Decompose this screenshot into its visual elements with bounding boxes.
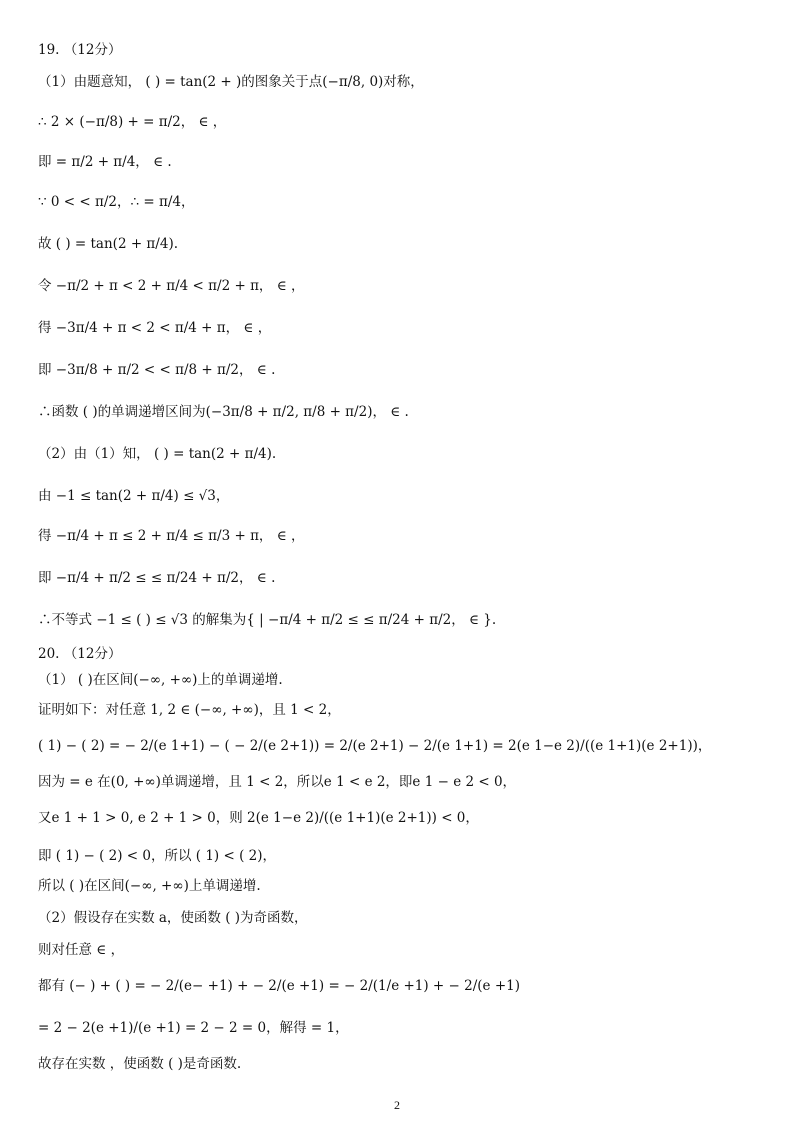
solution-line: 都有 (− ) + ( ) = − 2/(e− +1) + − 2/(e +1) = − 2/(1/e +1) + − 2/(e +1) bbox=[38, 978, 520, 994]
solution-line: 得 −π/4 + π ≤ 2 + π/4 ≤ π/3 + π， ∈ ， bbox=[38, 528, 305, 544]
solution-line: 则对任意 ∈ ， bbox=[38, 942, 125, 958]
problem-19-heading: 19. （12分） bbox=[38, 42, 122, 58]
problem-20-heading: 20. （12分） bbox=[38, 646, 122, 662]
solution-line: 因为 = e 在(0, +∞)单调递增，且 1 < 2，所以e 1 < e 2，即e 1 − e 2 < 0， bbox=[38, 774, 517, 790]
solution-line: （1）由题意知， ( ) = tan(2 + )的图象关于点(−π/8, 0)对称， bbox=[38, 74, 424, 90]
solution-line: ∴ 2 × (−π/8) + = π/2， ∈ ， bbox=[38, 114, 227, 130]
solution-line: （1） ( )在区间(−∞, +∞)上的单调递增. bbox=[38, 672, 283, 688]
solution-line: 即 −3π/8 + π/2 < < π/8 + π/2， ∈ . bbox=[38, 362, 276, 378]
solution-line: 即 = π/2 + π/4， ∈ . bbox=[38, 154, 172, 170]
solution-line: ∴函数 ( )的单调递增区间为(−3π/8 + π/2, π/8 + π/2)， ∈ . bbox=[38, 404, 409, 420]
page-number: 2 bbox=[394, 1098, 400, 1112]
solution-line: ∴不等式 −1 ≤ ( ) ≤ √3 的解集为{ | −π/4 + π/2 ≤ ≤ π/24 + π/2， ∈ }. bbox=[38, 612, 497, 628]
solution-line: = 2 − 2(e +1)/(e +1) = 2 − 2 = 0，解得 = 1， bbox=[38, 1020, 349, 1036]
solution-line: 令 −π/2 + π < 2 + π/4 < π/2 + π， ∈ ， bbox=[38, 278, 305, 294]
solution-line: 即 ( 1) − ( 2) < 0，所以 ( 1) < ( 2)， bbox=[38, 848, 277, 864]
solution-line: 又e 1 + 1 > 0, e 2 + 1 > 0，则 2(e 1−e 2)/((e 1+1)(e 2+1)) < 0， bbox=[38, 810, 479, 826]
solution-line: ∵ 0 < < π/2，∴ = π/4， bbox=[38, 194, 195, 210]
solution-line: 所以 ( )在区间(−∞, +∞)上单调递增. bbox=[38, 878, 261, 894]
solution-line: 故存在实数 ，使函数 ( )是奇函数. bbox=[38, 1056, 242, 1072]
solution-line: （2）由（1）知， ( ) = tan(2 + π/4). bbox=[38, 446, 277, 462]
solution-line: 证明如下：对任意 1, 2 ∈ (−∞, +∞)，且 1 < 2， bbox=[38, 702, 341, 718]
solution-line: ( 1) − ( 2) = − 2/(e 1+1) − ( − 2/(e 2+1)) = 2/(e 2+1) − 2/(e 1+1) = 2(e 1−e 2)/((e 1+1)(e 2+1))， bbox=[38, 738, 712, 754]
solution-line: 由 −1 ≤ tan(2 + π/4) ≤ √3， bbox=[38, 488, 230, 504]
solution-line: 故 ( ) = tan(2 + π/4). bbox=[38, 236, 178, 252]
solution-line: 得 −3π/4 + π < 2 < π/4 + π， ∈ ， bbox=[38, 320, 272, 336]
solution-line: 即 −π/4 + π/2 ≤ ≤ π/24 + π/2， ∈ . bbox=[38, 570, 276, 586]
solution-line: （2）假设存在实数 a，使函数 ( )为奇函数， bbox=[38, 910, 308, 926]
